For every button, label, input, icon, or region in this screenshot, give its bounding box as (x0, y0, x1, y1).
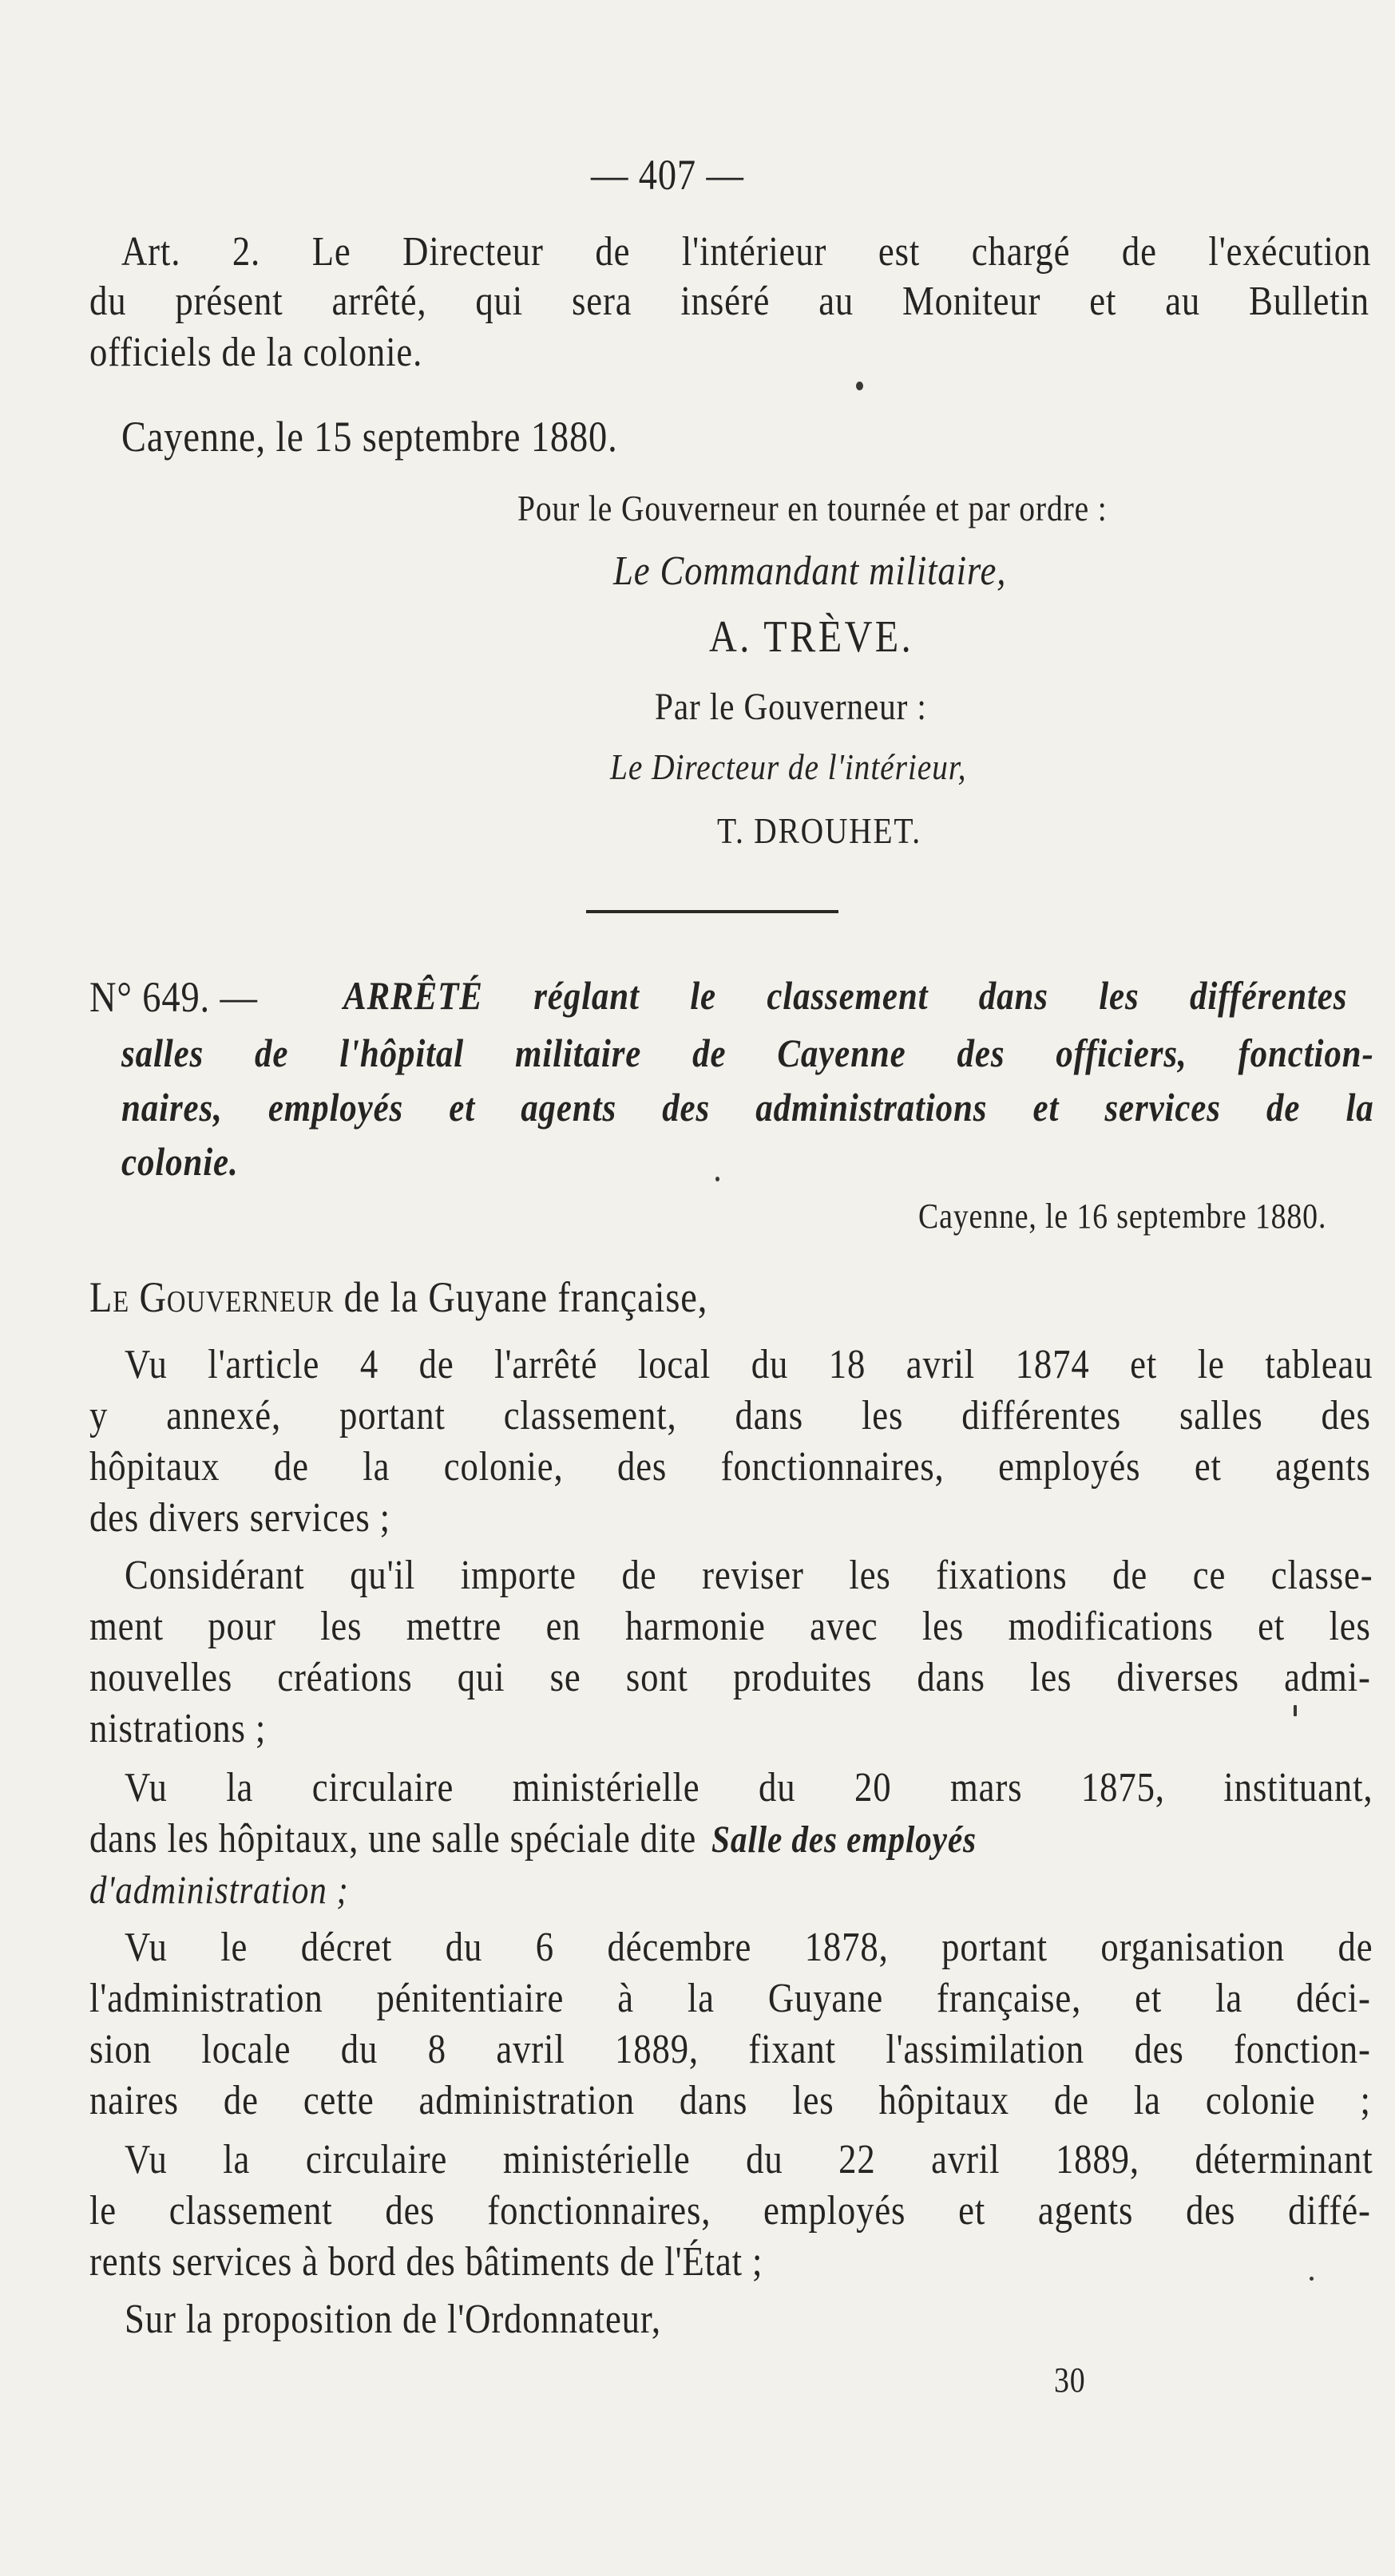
body-line-16: Vu la circulaire ministérielle du 22 avril 1889, déterminant (125, 2137, 1373, 2182)
body-line-19: Sur la proposition de l'Ordonnateur, (125, 2297, 661, 2342)
art2-date-line: Cayenne, le 15 septembre 1880. (121, 413, 618, 461)
body-line-1: Vu l'article 4 de l'arrêté local du 18 avril 1874 et le tableau (125, 1342, 1373, 1387)
page-number: — 407 — (591, 151, 744, 199)
art2-line-1: Art. 2. Le Directeur de l'intérieur est chargé de l'exécution (121, 229, 1372, 275)
ink-speck (1294, 1705, 1297, 1716)
section-separator (586, 910, 838, 913)
arrete-title-line-2: salles de l'hôpital militaire de Cayenne des officiers, fonction- (121, 1031, 1374, 1075)
body-line-3: hôpitaux de la colonie, des fonctionnaires, employés et agents (89, 1444, 1371, 1490)
body-line-13: l'administration pénitentiaire à la Guyane française, et la déci- (89, 1976, 1371, 2021)
gouverneur-smallcaps: Le Gouverneur (89, 1273, 335, 1321)
body-line-9: Vu la circulaire ministérielle du 20 mars 1875, instituant, (125, 1765, 1373, 1810)
body-line-10-italic: Salle des employés (711, 1818, 977, 1861)
body-line-18: rents services à bord des bâtiments de l'État ; (89, 2239, 763, 2285)
gouverneur-line (89, 1273, 708, 1321)
signature-par-le-gouverneur: Par le Gouverneur : (655, 686, 927, 728)
body-line-10-text: dans les hôpitaux, une salle spéciale dite (89, 1816, 697, 1862)
ink-speck (715, 1177, 719, 1181)
body-line-14: sion locale du 8 avril 1889, fixant l'assimilation des fonction- (89, 2027, 1371, 2072)
arrete-title-line-3: naires, employés et agents des administrations et services de la (121, 1085, 1374, 1130)
signature-order-line: Pour le Gouverneur en tournée et par ordre : (517, 488, 1108, 528)
body-line-17: le classement des fonctionnaires, employés et agents des diffé- (89, 2188, 1371, 2234)
signature-name-treve: A. TRÈVE. (709, 612, 914, 662)
body-line-10 (89, 1818, 977, 1860)
art2-line-3: officiels de la colonie. (89, 330, 423, 375)
body-line-4: des divers services ; (89, 1495, 390, 1541)
body-line-15: naires de cette administration dans les hôpitaux de la colonie ; (89, 2078, 1371, 2123)
gouverneur-rest: de la Guyane française, (334, 1273, 708, 1321)
signature-mark: 30 (1054, 2360, 1086, 2400)
body-line-5: Considérant qu'il importe de reviser les fixations de ce classe- (125, 1553, 1373, 1598)
body-line-12: Vu le décret du 6 décembre 1878, portant organisation de (125, 1925, 1373, 1970)
ink-speck (856, 382, 863, 390)
body-line-6: ment pour les mettre en harmonie avec les modifications et les (89, 1604, 1371, 1649)
art2-line-2: du présent arrêté, qui sera inséré au Moniteur et au Bulletin (89, 279, 1370, 324)
body-line-7: nouvelles créations qui se sont produites dans les diverses admi- (89, 1655, 1371, 1700)
arrete-title-line-1: ARRÊTÉ réglant le classement dans les différentes (343, 973, 1348, 1018)
body-line-8: nistrations ; (89, 1706, 267, 1751)
arrete-title-line-4: colonie. (121, 1139, 239, 1184)
signature-title-directeur: Le Directeur de l'intérieur, (610, 746, 967, 787)
arrete-number: N° 649. — (89, 973, 258, 1021)
ink-speck (1310, 2277, 1314, 2281)
body-line-2: y annexé, portant classement, dans les différentes salles des (89, 1393, 1371, 1438)
body-line-11: d'administration ; (89, 1867, 349, 1912)
signature-title-commandant: Le Commandant militaire, (613, 548, 1007, 594)
arrete-date-line: Cayenne, le 16 septembre 1880. (918, 1197, 1327, 1236)
signature-name-drouhet: T. DROUHET. (717, 810, 921, 851)
